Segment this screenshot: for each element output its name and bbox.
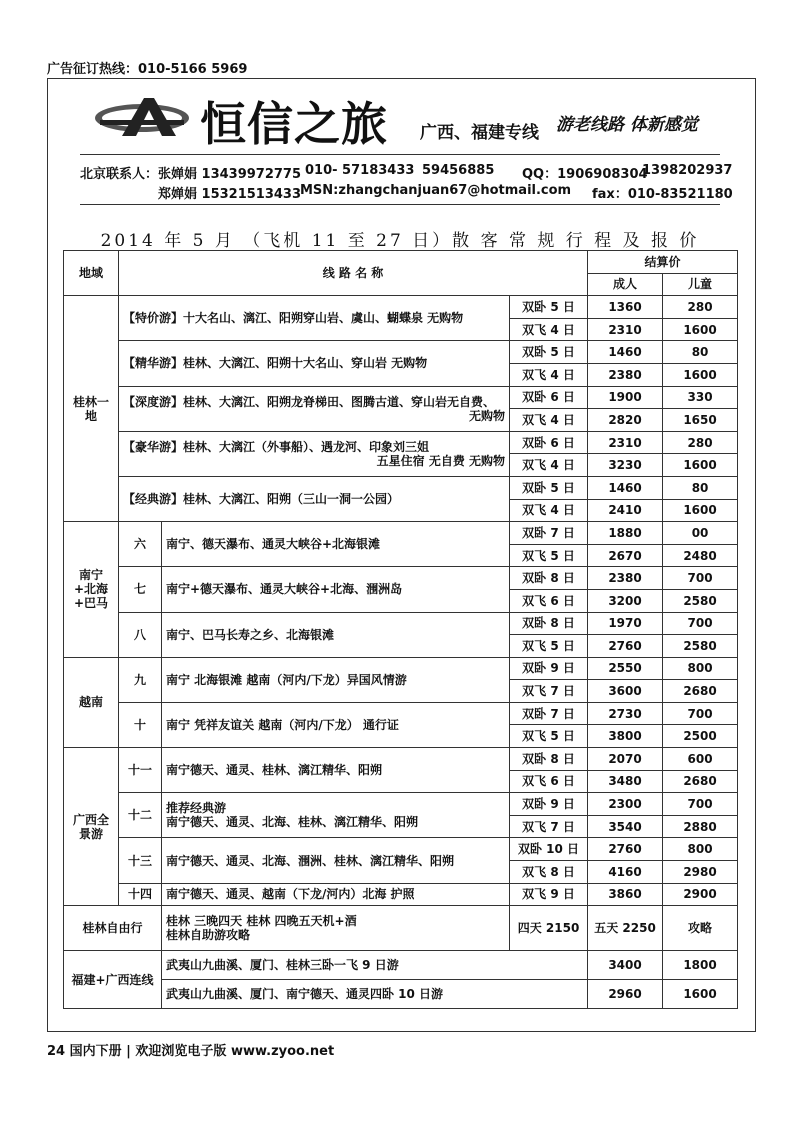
route-name-line: 桂林自助游攻略: [166, 928, 251, 943]
route-number: 十二: [119, 793, 162, 838]
route-name-line2: 南宁德天、通灵、北海、桂林、漓江精华、阳朔: [166, 815, 419, 830]
duration-cell: 双飞 4 日: [510, 363, 588, 386]
child-price: 2680: [663, 770, 738, 793]
route-name-line2: 无购物: [468, 408, 505, 423]
duration-cell: 双卧 7 日: [510, 522, 588, 545]
adult-price: 2070: [588, 748, 663, 771]
adult-price: 1360: [588, 296, 663, 319]
duration-cell: 双卧 6 日: [510, 431, 588, 454]
duration-cell: 双飞 4 日: [510, 454, 588, 477]
adult-price: 3200: [588, 589, 663, 612]
route-number: 十: [119, 702, 162, 747]
table-row: [64, 702, 738, 725]
route-name: 南宁德天、通灵、越南（下龙/河内）北海 护照: [162, 883, 510, 906]
adult-price: 3860: [588, 883, 663, 906]
route-name-line: 推荐经典游: [166, 801, 227, 816]
duration-cell: 双卧 6 日: [510, 386, 588, 409]
duration-cell: 双卧 5 日: [510, 341, 588, 364]
duration-cell: 双飞 9 日: [510, 883, 588, 906]
child-price: 00: [663, 522, 738, 545]
route-name: [162, 793, 510, 838]
child-price: 2900: [663, 883, 738, 906]
route-name: 武夷山九曲溪、厦门、南宁德天、通灵四卧 10 日游: [162, 980, 588, 1009]
adult-price: 1460: [588, 476, 663, 499]
header-price: 结算价: [588, 251, 738, 274]
adult-price: 1900: [588, 386, 663, 409]
footer: 24 国内下册 | 欢迎浏览电子版 www.zyoo.net: [47, 1044, 335, 1059]
region-nanning: 南宁+北海+巴马: [64, 522, 119, 658]
contact-msn: MSN:zhangchanjuan67@hotmail.com: [300, 183, 572, 198]
table-row: [64, 951, 738, 980]
route-name-line: 南宁 凭祥友谊关 越南（河内/下龙） 通行证: [166, 717, 399, 732]
duration-cell: 双飞 5 日: [510, 635, 588, 658]
table-row: [64, 341, 738, 364]
header-child: 儿童: [663, 273, 738, 296]
child-price: 330: [663, 386, 738, 409]
child-price: 700: [663, 567, 738, 590]
adult-price: 2760: [588, 838, 663, 861]
duration-cell: 双飞 7 日: [510, 680, 588, 703]
contact-phone2: 59456885: [422, 163, 495, 178]
child-price: 800: [663, 657, 738, 680]
region-vietnam: 越南: [64, 657, 119, 747]
adult-price: 3600: [588, 680, 663, 703]
route-name-line: 南宁、巴马长寿之乡、北海银滩: [166, 627, 335, 642]
child-price: 1600: [663, 454, 738, 477]
route-number: 十一: [119, 748, 162, 793]
adult-price: 3230: [588, 454, 663, 477]
duration-cell: 双卧 9 日: [510, 657, 588, 680]
table-row: [64, 296, 738, 319]
price-table: [63, 250, 738, 1009]
route-name-line: 南宁+德天瀑布、通灵大峡谷+北海、涠洲岛: [166, 582, 403, 597]
table-row: [64, 883, 738, 906]
route-name-line: 【深度游】桂林、大漓江、阳朔龙脊梯田、图腾古道、穿山岩无自费、: [123, 394, 496, 409]
adult-price: 3800: [588, 725, 663, 748]
adult-price: 2300: [588, 793, 663, 816]
route-name-line2: 五星住宿 无自费 无购物: [376, 453, 505, 468]
child-price: 700: [663, 793, 738, 816]
duration-cell: 双卧 7 日: [510, 702, 588, 725]
adult-price: 4160: [588, 861, 663, 884]
adult-price: 3400: [588, 951, 663, 980]
table-row: [64, 838, 738, 861]
route-number: 六: [119, 522, 162, 567]
route-name-line: 【精华游】桂林、大漓江、阳朔十大名山、穿山岩 无购物: [123, 356, 428, 371]
route-number: 八: [119, 612, 162, 657]
table-row: [64, 748, 738, 771]
route-name-line: 南宁德天、通灵、北海、涠洲、桂林、漓江精华、阳朔: [166, 853, 455, 868]
table-row: [64, 567, 738, 590]
child-price: 2880: [663, 815, 738, 838]
adult-price: 2410: [588, 499, 663, 522]
table-row: [64, 431, 738, 454]
route-name-line: 【豪华游】桂林、大漓江（外事船）、遇龙河、印象刘三姐: [123, 439, 430, 454]
route-number: 七: [119, 567, 162, 612]
adult-price: 2380: [588, 363, 663, 386]
route-name: [162, 657, 510, 702]
duration-cell: 双飞 6 日: [510, 589, 588, 612]
route-name: [162, 702, 510, 747]
child-price: 2580: [663, 635, 738, 658]
duration-cell: 双飞 7 日: [510, 815, 588, 838]
child-price: 80: [663, 476, 738, 499]
table-header-row: [64, 251, 738, 274]
adult-price: 2760: [588, 635, 663, 658]
brand-slogan: 游老线路 体新感觉: [556, 115, 698, 135]
child-price: 2480: [663, 544, 738, 567]
free-guide: 攻略: [663, 906, 738, 951]
duration-cell: 双飞 5 日: [510, 544, 588, 567]
route-name: [162, 522, 510, 567]
duration-cell: 双卧 9 日: [510, 793, 588, 816]
header-route: 线 路 名 称: [119, 251, 588, 296]
route-name-line: 南宁 北海银滩 越南（河内/下龙）异国风情游: [166, 672, 407, 687]
adult-price: 2550: [588, 657, 663, 680]
free-price-4day: 四天 2150: [510, 906, 588, 951]
table-row: [64, 476, 738, 499]
adult-price: 2730: [588, 702, 663, 725]
route-name-line: 【经典游】桂林、大漓江、阳朔（三山一洞一公园）: [123, 492, 400, 507]
ad-hotline: 广告征订热线：010-5166 5969: [47, 62, 248, 77]
child-price: 600: [663, 748, 738, 771]
route-name-line: 南宁德天、通灵、桂林、漓江精华、阳朔: [166, 763, 383, 778]
adult-price: 1970: [588, 612, 663, 635]
adult-price: 2960: [588, 980, 663, 1009]
duration-cell: 双卧 8 日: [510, 748, 588, 771]
route-name: [162, 906, 510, 951]
route-name: [162, 838, 510, 883]
child-price: 1800: [663, 951, 738, 980]
child-price: 280: [663, 296, 738, 319]
duration-cell: 双卧 5 日: [510, 296, 588, 319]
adult-price: 1880: [588, 522, 663, 545]
duration-cell: 双飞 4 日: [510, 499, 588, 522]
route-name-line: 桂林 三晚四天 桂林 四晚五天机+酒: [166, 914, 357, 929]
child-price: 2980: [663, 861, 738, 884]
route-name: [119, 341, 510, 386]
contact-qq: QQ：1906908304: [522, 167, 648, 182]
child-price: 1650: [663, 409, 738, 432]
adult-price: 2310: [588, 431, 663, 454]
duration-cell: 双飞 4 日: [510, 409, 588, 432]
adult-price: 2310: [588, 318, 663, 341]
duration-cell: 双飞 8 日: [510, 861, 588, 884]
region-free: 桂林自由行: [64, 906, 162, 951]
contact-mobile: 1398202937: [642, 163, 733, 178]
child-price: 2680: [663, 680, 738, 703]
route-name: [119, 476, 510, 521]
route-name: 武夷山九曲溪、厦门、桂林三卧一飞 9 日游: [162, 951, 588, 980]
child-price: 700: [663, 702, 738, 725]
contact-fax: fax：010-83521180: [592, 187, 733, 202]
child-price: 2500: [663, 725, 738, 748]
route-name: [162, 612, 510, 657]
divider: [80, 154, 720, 155]
region-guangxi: 广西全景游: [64, 748, 119, 906]
adult-price: 1460: [588, 341, 663, 364]
duration-cell: 双卧 8 日: [510, 567, 588, 590]
route-name: [162, 567, 510, 612]
brand-tagline: 广西、福建专线: [420, 123, 539, 143]
table-row: [64, 612, 738, 635]
contact-label: 北京联系人：张婵娟 13439972775: [80, 167, 302, 182]
table-row: [64, 657, 738, 680]
child-price: 280: [663, 431, 738, 454]
adult-price: 3480: [588, 770, 663, 793]
route-name-line: 南宁、德天瀑布、通灵大峡谷+北海银滩: [166, 537, 381, 552]
child-price: 800: [663, 838, 738, 861]
table-row: [64, 386, 738, 409]
contact-label2: 郑婵娟 15321513433: [158, 187, 302, 202]
route-name: [119, 296, 510, 341]
route-name: [119, 386, 510, 431]
contact-phone1: 010- 57183433: [305, 163, 415, 178]
duration-cell: 双飞 5 日: [510, 725, 588, 748]
header-adult: 成人: [588, 273, 663, 296]
duration-cell: 双飞 6 日: [510, 770, 588, 793]
duration-cell: 双卧 5 日: [510, 476, 588, 499]
child-price: 2580: [663, 589, 738, 612]
region-fujian: 福建+广西连线: [64, 951, 162, 1009]
table-row: [64, 906, 738, 951]
duration-cell: 双卧 10 日: [510, 838, 588, 861]
table-row: [64, 980, 738, 1009]
duration-cell: 双飞 4 日: [510, 318, 588, 341]
child-price: 1600: [663, 499, 738, 522]
page-title: 2014 年 5 月 （飞机 11 至 27 日）散 客 常 规 行 程 及 报 价: [100, 231, 700, 251]
brand-logo-icon: [92, 96, 192, 140]
region-guilin: 桂林一地: [64, 296, 119, 522]
adult-price: 2670: [588, 544, 663, 567]
table-row: [64, 522, 738, 545]
child-price: 1600: [663, 980, 738, 1009]
adult-price: 2820: [588, 409, 663, 432]
child-price: 1600: [663, 318, 738, 341]
header-region: 地域: [64, 251, 119, 296]
route-name: [119, 431, 510, 476]
child-price: 1600: [663, 363, 738, 386]
route-name-line: 【特价游】十大名山、漓江、阳朔穿山岩、虞山、蝴蝶泉 无购物: [123, 311, 464, 326]
divider: [80, 204, 720, 205]
adult-price: 3540: [588, 815, 663, 838]
route-number: 十四: [119, 883, 162, 906]
free-price-5day: 五天 2250: [588, 906, 663, 951]
brand-name: 恒信之旅: [200, 97, 388, 151]
duration-cell: 双卧 8 日: [510, 612, 588, 635]
route-name: [162, 748, 510, 793]
route-number: 十三: [119, 838, 162, 883]
adult-price: 2380: [588, 567, 663, 590]
child-price: 700: [663, 612, 738, 635]
route-number: 九: [119, 657, 162, 702]
child-price: 80: [663, 341, 738, 364]
table-row: [64, 793, 738, 816]
